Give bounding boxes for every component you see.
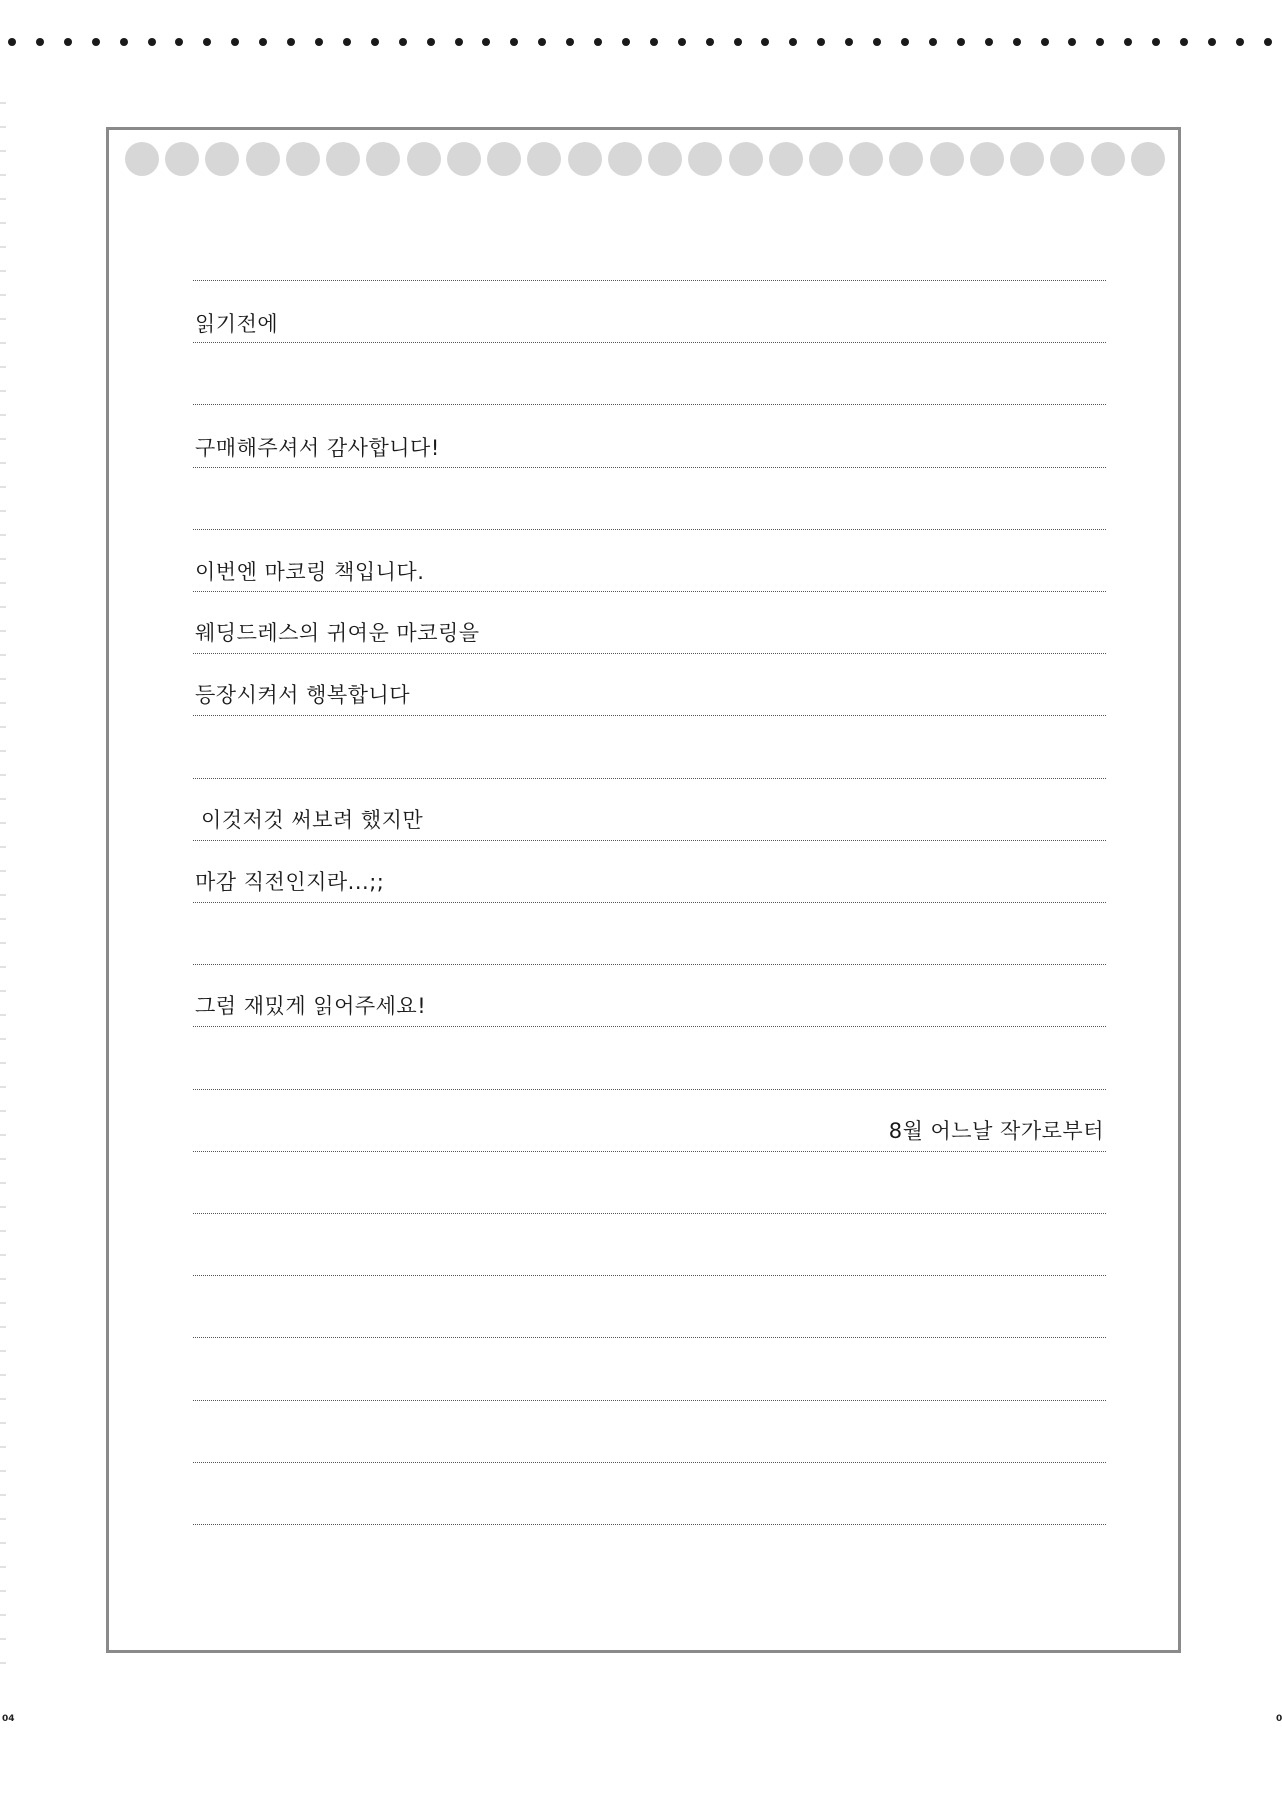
binder-hole xyxy=(165,142,199,176)
page-edge-scan-artifact xyxy=(0,80,6,1680)
ruled-line xyxy=(193,591,1106,592)
binder-hole xyxy=(889,142,923,176)
binder-hole xyxy=(648,142,682,176)
ruled-line xyxy=(193,840,1106,841)
border-dot xyxy=(594,38,602,46)
border-dot xyxy=(622,38,630,46)
ruled-line xyxy=(193,404,1106,405)
binder-hole xyxy=(407,142,441,176)
border-dot xyxy=(175,38,183,46)
binder-hole xyxy=(688,142,722,176)
binder-hole xyxy=(809,142,843,176)
binder-hole xyxy=(608,142,642,176)
border-dot xyxy=(929,38,937,46)
ruled-line xyxy=(193,1089,1106,1090)
border-dot xyxy=(650,38,658,46)
border-dot xyxy=(566,38,574,46)
binder-hole xyxy=(849,142,883,176)
ruled-line xyxy=(193,342,1106,343)
ruled-line xyxy=(193,1213,1106,1214)
border-dot xyxy=(315,38,323,46)
border-dot xyxy=(817,38,825,46)
border-dot xyxy=(1180,38,1188,46)
page-number-left: 04 xyxy=(2,1714,15,1724)
border-dot xyxy=(845,38,853,46)
border-dot xyxy=(231,38,239,46)
binder-hole xyxy=(1131,142,1165,176)
border-dot xyxy=(985,38,993,46)
border-dot xyxy=(901,38,909,46)
ruled-line xyxy=(193,1275,1106,1276)
ruled-line xyxy=(193,964,1106,965)
ruled-line xyxy=(193,1524,1106,1525)
binder-hole xyxy=(125,142,159,176)
border-dot xyxy=(148,38,156,46)
border-dot xyxy=(1236,38,1244,46)
binder-hole xyxy=(246,142,280,176)
ruled-line xyxy=(193,467,1106,468)
binder-hole xyxy=(1050,142,1084,176)
border-dot xyxy=(761,38,769,46)
border-dot xyxy=(120,38,128,46)
border-dot xyxy=(873,38,881,46)
ruled-line xyxy=(193,902,1106,903)
binder-hole xyxy=(205,142,239,176)
binder-hole xyxy=(1010,142,1044,176)
border-dot xyxy=(203,38,211,46)
border-dot xyxy=(957,38,965,46)
border-dot xyxy=(259,38,267,46)
border-dot xyxy=(36,38,44,46)
border-dot xyxy=(92,38,100,46)
ruled-line xyxy=(193,778,1106,779)
ruled-line xyxy=(193,1337,1106,1338)
note-line-deadline: 마감 직전인지라...;; xyxy=(195,870,385,894)
ruled-line xyxy=(193,1026,1106,1027)
binder-hole xyxy=(326,142,360,176)
note-line-enjoy: 그럼 재밌게 읽어주세요! xyxy=(195,994,427,1018)
note-line-thanks: 구매해주셔서 감사합니다! xyxy=(195,436,440,460)
notebook-frame xyxy=(106,127,1181,1653)
note-signature: 8월 어느날 작가로부터 xyxy=(888,1119,1104,1143)
border-dot xyxy=(734,38,742,46)
border-dot xyxy=(510,38,518,46)
note-line-tried: 이것저것 써보려 했지만 xyxy=(201,808,424,832)
binder-holes xyxy=(125,142,1165,178)
border-dot xyxy=(1208,38,1216,46)
binder-hole xyxy=(366,142,400,176)
binder-hole xyxy=(487,142,521,176)
ruled-line xyxy=(193,280,1106,281)
border-dot xyxy=(8,38,16,46)
binder-hole xyxy=(286,142,320,176)
border-dot xyxy=(538,38,546,46)
note-heading: 읽기전에 xyxy=(195,312,279,336)
ruled-line xyxy=(193,1462,1106,1463)
border-dot xyxy=(1124,38,1132,46)
binder-hole xyxy=(527,142,561,176)
border-dot xyxy=(64,38,72,46)
border-dot xyxy=(1041,38,1049,46)
note-line-book: 이번엔 마코링 책입니다. xyxy=(195,560,425,584)
border-dot xyxy=(482,38,490,46)
border-dot xyxy=(1152,38,1160,46)
border-dot xyxy=(706,38,714,46)
binder-hole xyxy=(970,142,1004,176)
border-dot xyxy=(287,38,295,46)
binder-hole xyxy=(930,142,964,176)
top-dot-border xyxy=(0,38,1280,52)
ruled-line xyxy=(193,1400,1106,1401)
border-dot xyxy=(343,38,351,46)
binder-hole xyxy=(568,142,602,176)
binder-hole xyxy=(729,142,763,176)
ruled-line xyxy=(193,1151,1106,1152)
ruled-line xyxy=(193,653,1106,654)
ruled-line xyxy=(193,529,1106,530)
border-dot xyxy=(678,38,686,46)
note-line-wedding: 웨딩드레스의 귀여운 마코링을 xyxy=(195,621,480,645)
binder-hole xyxy=(447,142,481,176)
border-dot xyxy=(427,38,435,46)
border-dot xyxy=(1264,38,1272,46)
binder-hole xyxy=(769,142,803,176)
border-dot xyxy=(455,38,463,46)
border-dot xyxy=(1096,38,1104,46)
border-dot xyxy=(371,38,379,46)
border-dot xyxy=(789,38,797,46)
note-line-happy: 등장시켜서 행복합니다 xyxy=(195,683,411,707)
binder-hole xyxy=(1091,142,1125,176)
border-dot xyxy=(1013,38,1021,46)
border-dot xyxy=(399,38,407,46)
border-dot xyxy=(1068,38,1076,46)
ruled-line xyxy=(193,715,1106,716)
page-number-right: 0 xyxy=(1276,1714,1282,1724)
